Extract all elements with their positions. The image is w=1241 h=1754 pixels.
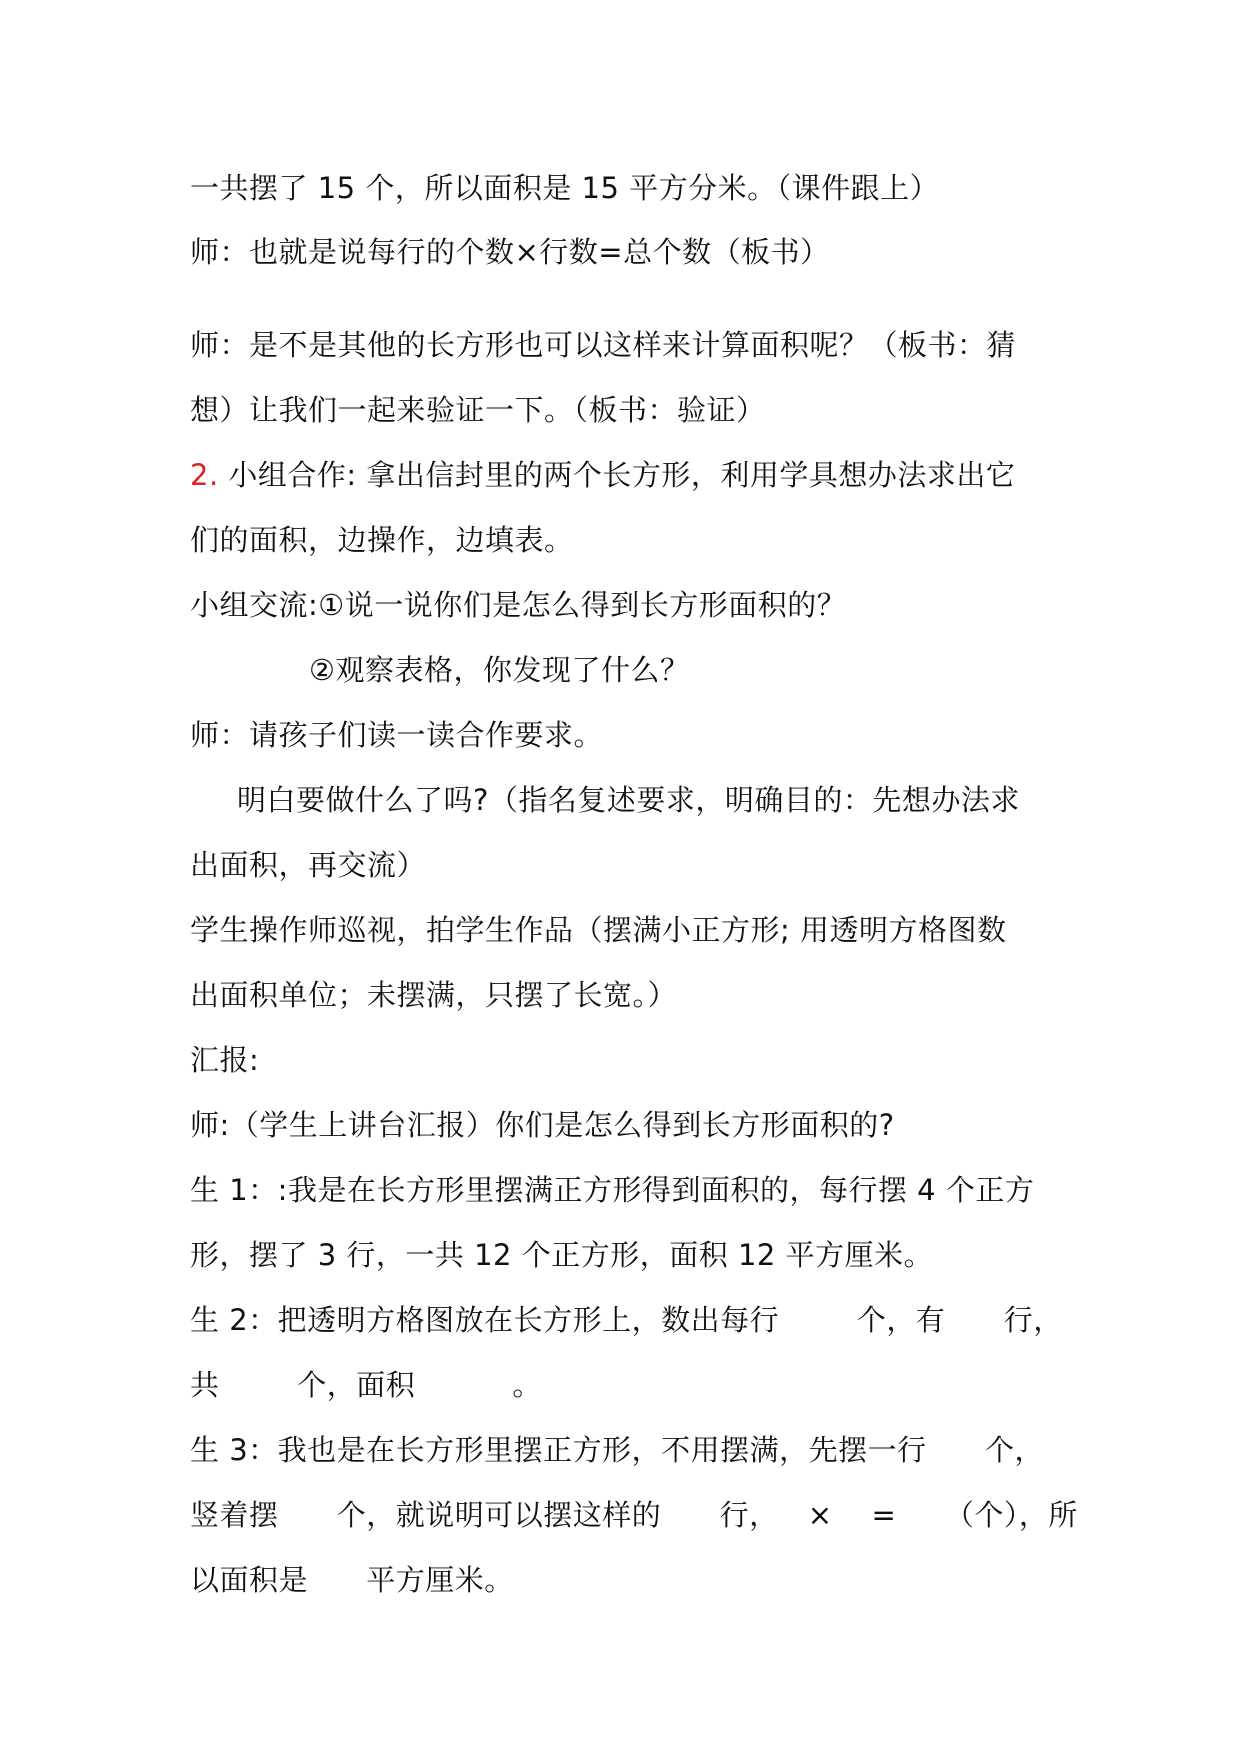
text-line: 学生操作师巡视，拍学生作品（摆满小正方形; 用透明方格图数 xyxy=(190,913,1007,947)
text-line: 明白要做什么了吗?（指名复述要求，明确目的：先想办法求 xyxy=(237,783,1020,817)
text-line: 形，摆了 3 行，一共 12 个正方形，面积 12 平方厘米。 xyxy=(190,1238,934,1272)
text-line: 以面积是 平方厘米。 xyxy=(190,1563,514,1597)
item-number: 2. xyxy=(190,458,219,492)
text-line: ②观察表格，你发现了什么？ xyxy=(309,653,690,687)
text-line: 想）让我们一起来验证一下。（板书：验证） xyxy=(190,393,766,427)
text-line: 汇报: xyxy=(190,1043,260,1077)
text-line: 竖着摆 个，就说明可以摆这样的 行， × = （个），所 xyxy=(190,1498,1078,1532)
text-line: 生 1：:我是在长方形里摆满正方形得到面积的，每行摆 4 个正方 xyxy=(190,1173,1035,1207)
text-line: 师：请孩子们读一读合作要求。 xyxy=(190,718,604,752)
text-line: 小组交流:①说一说你们是怎么得到长方形面积的？ xyxy=(190,588,847,622)
item-text: 小组合作: 拿出信封里的两个长方形，利用学具想办法求出它 xyxy=(228,458,1016,492)
text-line: 师：是不是其他的长方形也可以这样来计算面积呢？（板书：猜 xyxy=(190,328,1017,362)
text-line: 师:（学生上讲台汇报）你们是怎么得到长方形面积的? xyxy=(190,1108,895,1142)
text-line: 师：也就是说每行的个数×行数=总个数（板书） xyxy=(190,235,830,269)
text-line: 出面积，再交流） xyxy=(190,848,427,882)
text-line: 出面积单位；未摆满，只摆了长宽。） xyxy=(190,978,678,1012)
text-line: 生 2：把透明方格图放在长方形上，数出每行 个，有 行， xyxy=(190,1303,1063,1337)
text-line: 们的面积，边操作，边填表。 xyxy=(190,523,574,557)
text-line: 一共摆了 15 个，所以面积是 15 平方分米。（课件跟上） xyxy=(190,171,940,205)
text-line: 共 个，面积 。 xyxy=(190,1368,542,1402)
numbered-item xyxy=(190,455,1015,495)
text-line: 生 3：我也是在长方形里摆正方形，不用摆满，先摆一行 个， xyxy=(190,1433,1044,1467)
